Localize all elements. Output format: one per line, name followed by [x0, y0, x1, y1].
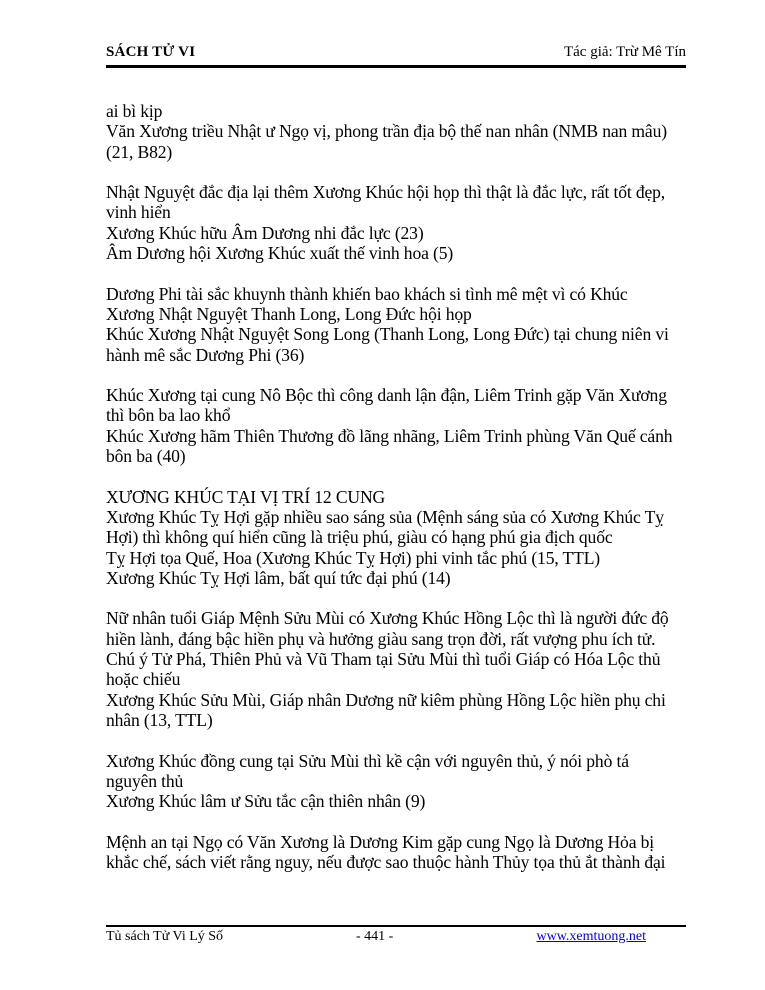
paragraph: [106, 385, 691, 466]
text-line: Âm Dương hội Xương Khúc xuất thế vinh hoa (5): [106, 243, 454, 264]
text-line: nhân (13, TTL): [106, 709, 213, 730]
paragraph: [106, 487, 691, 588]
text-line: Khúc Xương hãm Thiên Thương đồ lãng nhãng, Liêm Trinh phùng Văn Quế cánh: [106, 425, 673, 446]
paragraph: [106, 608, 691, 730]
text-line: Xương Khúc hữu Âm Dương nhi đắc lực (23): [106, 222, 424, 243]
text-line: Xương Nhật Nguyệt Thanh Long, Long Đức hội họp: [106, 303, 472, 324]
page-body: [106, 101, 691, 872]
text-line: Dương Phi tài sắc khuynh thành khiến bao khách si tình mê mệt vì có Khúc: [106, 283, 628, 304]
text-line: bôn ba (40): [106, 446, 186, 467]
paragraph: [106, 101, 691, 162]
text-line: Tỵ Hợi tọa Quế, Hoa (Xương Khúc Tỵ Hợi) phi vinh tắc phú (15, TTL): [106, 547, 601, 568]
text-line: Xương Khúc Tỵ Hợi gặp nhiều sao sáng sủa (Mệnh sáng sủa có Xương Khúc Tỵ: [106, 506, 664, 527]
paragraph: [106, 832, 691, 873]
text-line: Chú ý Tử Phá, Thiên Phủ và Vũ Tham tại Sửu Mùi thì tuổi Giáp có Hóa Lộc thủ: [106, 649, 661, 670]
text-line: thì bôn ba lao khổ: [106, 405, 231, 426]
book-title: SÁCH TỬ VI: [106, 44, 196, 60]
website-link[interactable]: www.xemtuong.net: [536, 929, 646, 944]
paragraph: [106, 751, 691, 812]
text-line: Nữ nhân tuổi Giáp Mệnh Sửu Mùi có Xương Khúc Hồng Lộc thì là người đức độ: [106, 608, 669, 629]
footer-series-title: Tủ sách Tử Vi Lý Số: [106, 929, 224, 944]
text-line: nguyên thủ: [106, 770, 184, 791]
text-line: hoặc chiếu: [106, 669, 181, 690]
text-line: khắc chế, sách viết rằng nguy, nếu được sao thuộc hành Thủy tọa thủ ắt thành đại: [106, 851, 666, 872]
author-label: Tác giả: Trừ Mê Tín: [563, 44, 686, 60]
page-number: - 441 -: [356, 929, 394, 944]
footer-divider: [106, 925, 686, 927]
text-line: Khúc Xương tại cung Nô Bộc thì công danh lận đận, Liêm Trinh gặp Văn Xương: [106, 385, 667, 406]
text-line: hiền lành, đáng bậc hiền phụ và hưởng giàu sang trọn đời, rất vượng phu ích tử.: [106, 628, 656, 649]
text-line: hành mê sắc Dương Phi (36): [106, 344, 305, 365]
header-divider: [106, 65, 686, 68]
text-line: ai bì kịp: [106, 101, 163, 121]
text-line: Hợi) thì không quí hiển cũng là triệu phú, giàu có hạng phú gia địch quốc: [106, 527, 613, 548]
text-line: Xương Khúc Sửu Mùi, Giáp nhân Dương nữ kiêm phùng Hồng Lộc hiền phụ chi: [106, 689, 666, 710]
text-line: (21, B82): [106, 141, 173, 162]
paragraph: [106, 182, 691, 263]
page-header: [106, 44, 686, 66]
text-line: Mệnh an tại Ngọ có Văn Xương là Dương Kim gặp cung Ngọ là Dương Hỏa bị: [106, 831, 654, 852]
text-line: vinh hiển: [106, 202, 171, 223]
text-line: Xương Khúc Tỵ Hợi lâm, bất quí tức đại phú (14): [106, 567, 451, 588]
text-line: Xương Khúc lâm ư Sửu tắc cận thiên nhân (9): [106, 791, 426, 812]
text-line: Khúc Xương Nhật Nguyệt Song Long (Thanh Long, Long Đức) tại chung niên vi: [106, 324, 669, 345]
text-line: Văn Xương triều Nhật ư Ngọ vị, phong trần địa bộ thế nan nhân (NMB nan mâu): [106, 121, 667, 142]
text-line: Nhật Nguyệt đắc địa lại thêm Xương Khúc hội họp thì thật là đắc lực, rất tốt đẹp,: [106, 182, 666, 203]
text-line: XƯƠNG KHÚC TẠI VỊ TRÍ 12 CUNG: [106, 486, 386, 507]
text-line: Xương Khúc đồng cung tại Sửu Mùi thì kề cận với nguyên thủ, ý nói phò tá: [106, 750, 629, 771]
paragraph: [106, 284, 691, 365]
page-footer: [106, 929, 686, 949]
